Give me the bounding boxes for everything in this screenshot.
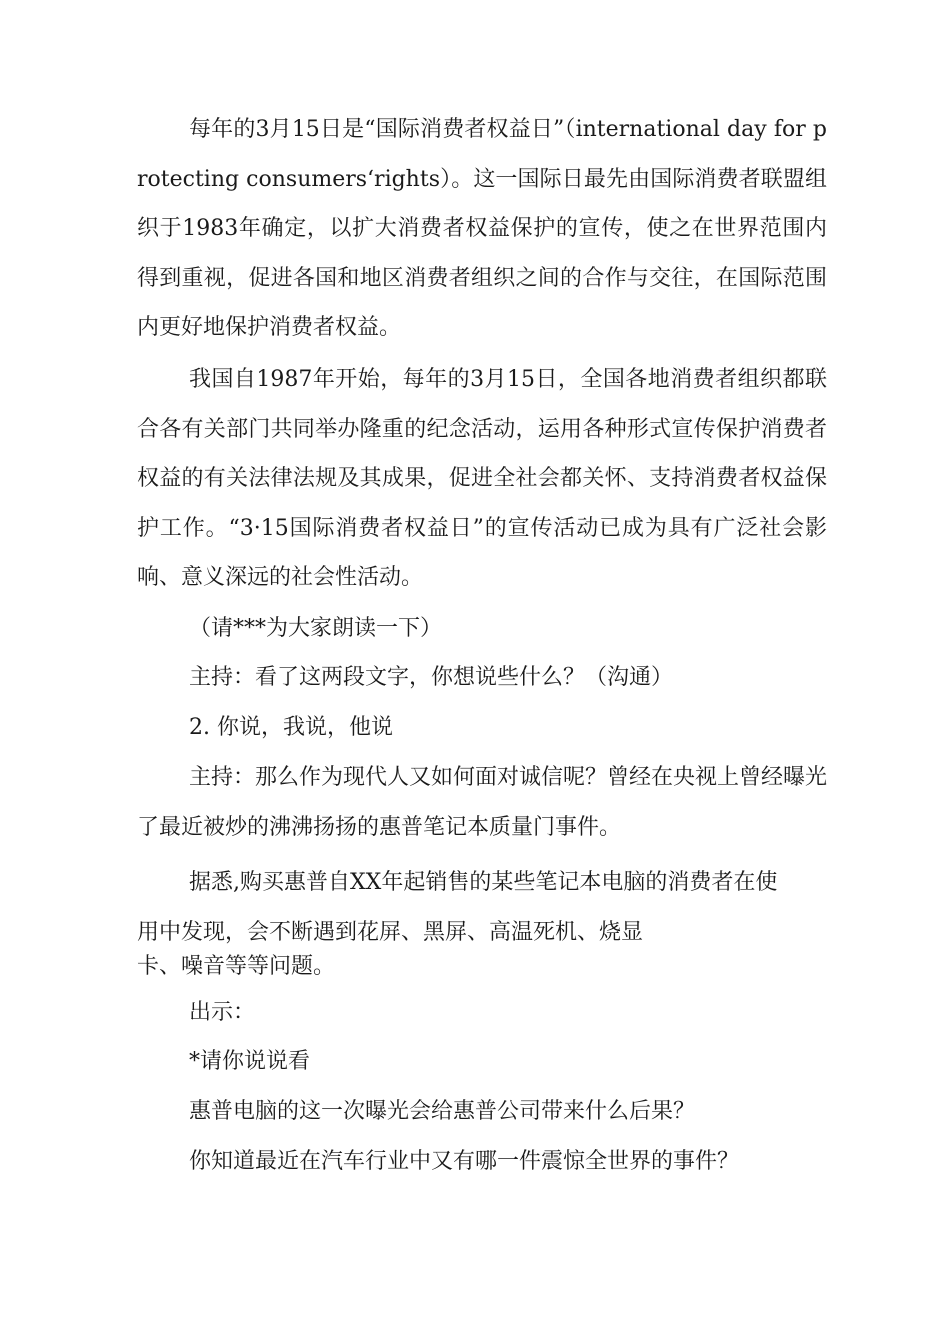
section-heading: 2. 你说，我说，他说	[189, 715, 393, 740]
paragraph-text: 主持：那么作为现代人又如何面对诚信呢？曾经在央视上曾经曝光了最近被炒的沸沸扬扬的惠普笔记本质量门事件。	[137, 765, 828, 840]
paragraph-text: 我国自1987年开始，每年的3月15日，全国各地消费者组织都联合各有关部门共同举办隆重的纪念活动，运用各种形式宣传保护消费者权益的有关法律法规及其成果，促进全社会都关怀、支持消费者权益保护工作。“3·15国际消费者权益日”的宣传活动已成为具有广泛社会影响、意义深远的社会性活动。	[137, 367, 827, 590]
paragraph-host-hp	[137, 753, 827, 852]
paragraph-consumer-rights-day	[137, 105, 827, 353]
paragraph-text: 每年的3月15日是“国际消费者权益日”（international day for protecting consumers‘rights）。这一国际日最先由国际消费者联盟组织于1983年确定，以扩大消费者权益保护的宣传，使之在世界范围内得到重视，促进各国和地区消费者组织之间的合作与交往，在国际范围内更好地保护消费者权益。	[137, 117, 827, 340]
discussion-prompt: *请你说说看	[189, 1049, 311, 1074]
report-line-1: 据悉,购买惠普自XX年起销售的某些笔记本电脑的消费者在使	[189, 870, 778, 895]
paragraph-china-1987	[137, 355, 827, 603]
question-hp: 惠普电脑的这一次曝光会给惠普公司带来什么后果？	[189, 1099, 696, 1124]
host-question: 主持：看了这两段文字，你想说些什么？（沟通）	[189, 665, 674, 690]
show-label: 出示：	[189, 1000, 256, 1025]
question-auto: 你知道最近在汽车行业中又有哪一件震惊全世界的事件？	[189, 1149, 740, 1174]
report-line-2: 用中发现，会不断遇到花屏、黑屏、高温死机、烧显	[137, 920, 644, 945]
reading-prompt: （请***为大家朗读一下）	[189, 616, 443, 641]
report-line-3: 卡、噪音等等问题。	[137, 954, 336, 979]
